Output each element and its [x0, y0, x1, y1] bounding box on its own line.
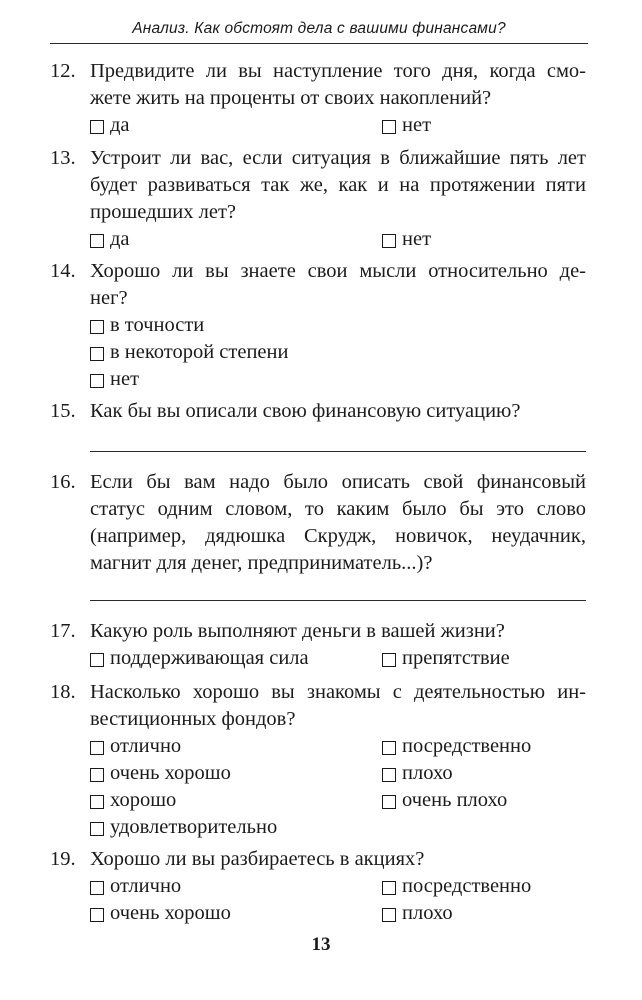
option-plokho[interactable]: [382, 902, 453, 925]
option-label: в некоторой степени: [110, 341, 289, 363]
checkbox-icon[interactable]: [90, 795, 104, 809]
question-text-line: Если бы вам надо было описать свой финансовый: [90, 471, 586, 493]
option-label: да: [110, 114, 130, 136]
question-text-line: Насколько хорошо вы знакомы с деятельностью ин-: [90, 681, 586, 703]
checkbox-icon[interactable]: [90, 234, 104, 248]
checkbox-icon[interactable]: [90, 653, 104, 667]
option-ochen-khorosho[interactable]: [90, 762, 231, 785]
option-label: посредственно: [402, 875, 532, 897]
question-number: 18.: [50, 681, 76, 703]
checkbox-icon[interactable]: [382, 881, 396, 895]
checkbox-icon[interactable]: [382, 795, 396, 809]
option-posredstvenno[interactable]: [382, 875, 531, 898]
option-label: да: [110, 228, 130, 250]
option-ochen-plokho[interactable]: [382, 789, 507, 812]
question-number: 19.: [50, 848, 76, 870]
option-da[interactable]: [90, 114, 130, 137]
checkbox-icon[interactable]: [382, 234, 396, 248]
checkbox-icon[interactable]: [382, 120, 396, 134]
option-podderzhivayushchaya-sila[interactable]: [90, 647, 309, 670]
option-label: нет: [402, 114, 432, 136]
checkbox-icon[interactable]: [382, 908, 396, 922]
question-text-line: статус одним словом, то каким было бы это слово: [90, 498, 586, 520]
option-net[interactable]: [382, 114, 431, 137]
question-text-line: Предвидите ли вы наступление того дня, когда смо-: [90, 60, 586, 82]
option-khorosho[interactable]: [90, 789, 176, 812]
option-label: нет: [402, 228, 432, 250]
option-udovletvoritelno[interactable]: [90, 816, 277, 839]
page-number: 13: [311, 934, 331, 955]
question-text-line: магнит для денег, предприниматель...)?: [90, 552, 433, 574]
answer-line-16[interactable]: [90, 600, 586, 601]
option-label: отлично: [110, 735, 182, 757]
answer-line-15[interactable]: [90, 451, 586, 452]
question-text-line: Хорошо ли вы знаете свои мысли относительно де-: [90, 260, 586, 282]
option-label: препятствие: [402, 647, 510, 669]
option-ochen-khorosho[interactable]: [90, 902, 231, 925]
checkbox-icon[interactable]: [90, 768, 104, 782]
question-text-line: Хорошо ли вы разбираетесь в акциях?: [90, 848, 425, 870]
question-text-line: жете жить на проценты от своих накоплений?: [90, 87, 492, 109]
question-text-line: Какую роль выполняют деньги в вашей жизни?: [90, 620, 505, 642]
option-net[interactable]: [90, 368, 139, 391]
checkbox-icon[interactable]: [382, 768, 396, 782]
checkbox-icon[interactable]: [90, 741, 104, 755]
question-text-line: нег?: [90, 287, 128, 309]
question-number: 13.: [50, 147, 76, 169]
question-text-line: Устроит ли вас, если ситуация в ближайшие пять лет: [90, 147, 586, 169]
option-label: нет: [110, 368, 140, 390]
question-number: 16.: [50, 471, 76, 493]
option-label: очень плохо: [402, 789, 508, 811]
option-otlichno[interactable]: [90, 735, 181, 758]
option-da[interactable]: [90, 228, 130, 251]
running-header: Анализ. Как обстоят дела с вашими финансами?: [132, 20, 506, 37]
question-number: 17.: [50, 620, 76, 642]
checkbox-icon[interactable]: [90, 347, 104, 361]
question-number: 15.: [50, 400, 76, 422]
checkbox-icon[interactable]: [90, 120, 104, 134]
question-number: 14.: [50, 260, 76, 282]
option-label: очень хорошо: [110, 902, 231, 924]
option-plokho[interactable]: [382, 762, 453, 785]
option-label: в точности: [110, 314, 205, 336]
option-label: отлично: [110, 875, 182, 897]
checkbox-icon[interactable]: [90, 822, 104, 836]
checkbox-icon[interactable]: [90, 320, 104, 334]
checkbox-icon[interactable]: [90, 881, 104, 895]
option-label: хорошо: [110, 789, 177, 811]
option-prepyatstvie[interactable]: [382, 647, 510, 670]
question-text-line: (например, дядюшка Скрудж, новичок, неудачник,: [90, 525, 586, 547]
checkbox-icon[interactable]: [90, 908, 104, 922]
question-text-line: будет развиваться так же, как и на протяжении пяти: [90, 174, 586, 196]
option-v-tochnosti[interactable]: [90, 314, 204, 337]
option-otlichno[interactable]: [90, 875, 181, 898]
question-text-line: Как бы вы описали свою финансовую ситуацию?: [90, 400, 521, 422]
question-text-line: вестиционных фондов?: [90, 708, 296, 730]
question-number: 12.: [50, 60, 76, 82]
checkbox-icon[interactable]: [90, 374, 104, 388]
checkbox-icon[interactable]: [382, 653, 396, 667]
option-label: поддерживающая сила: [110, 647, 309, 669]
option-label: очень хорошо: [110, 762, 231, 784]
option-posredstvenno[interactable]: [382, 735, 531, 758]
option-label: плохо: [402, 902, 453, 924]
option-label: удовлетворительно: [110, 816, 278, 838]
option-v-nekotoroy-stepeni[interactable]: [90, 341, 288, 364]
option-net[interactable]: [382, 228, 431, 251]
checkbox-icon[interactable]: [382, 741, 396, 755]
option-label: плохо: [402, 762, 453, 784]
option-label: посредственно: [402, 735, 532, 757]
question-text-line: прошедших лет?: [90, 201, 237, 223]
header-rule: [50, 43, 588, 44]
